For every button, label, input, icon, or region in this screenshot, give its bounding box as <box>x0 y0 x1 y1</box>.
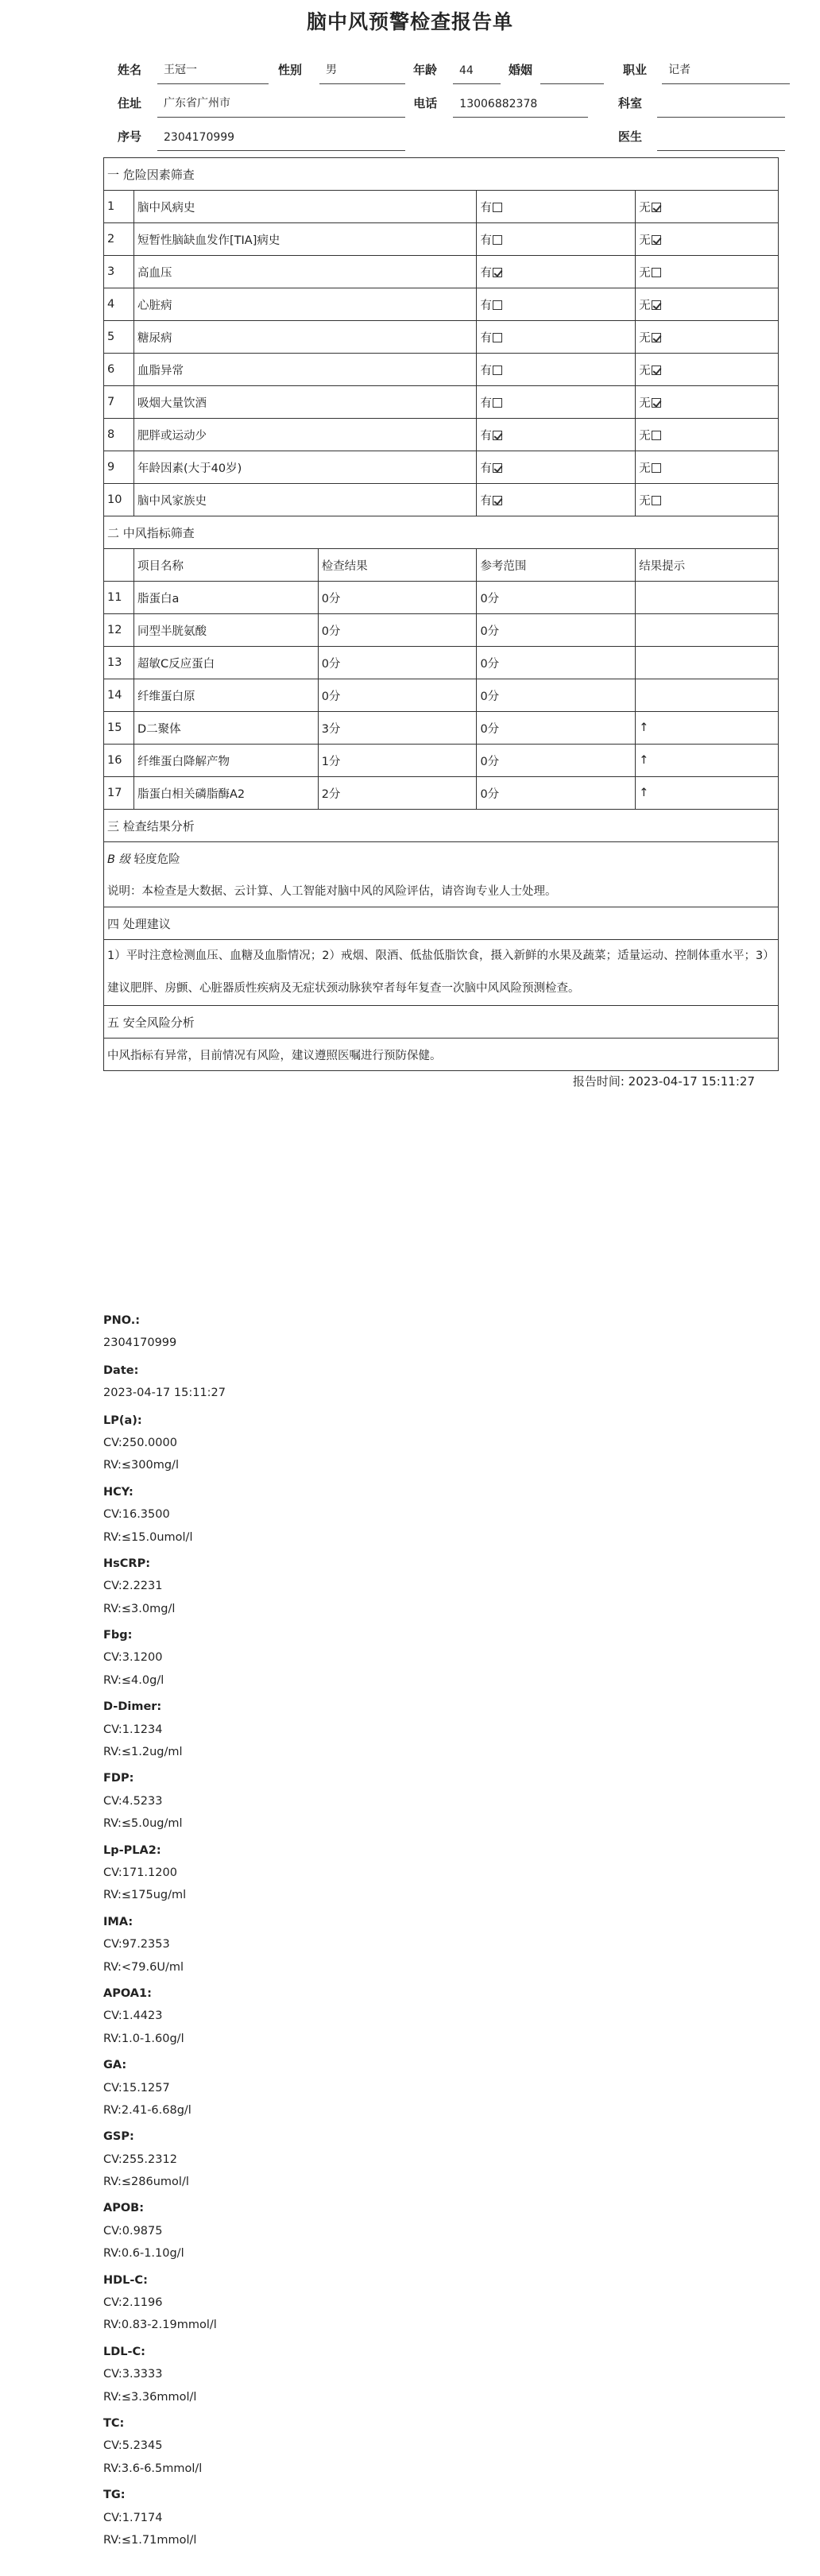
indicator-range: 0分 <box>477 647 636 679</box>
test-current-value: CV:1.4423 <box>103 2009 163 2023</box>
indicator-row <box>104 582 779 614</box>
risk-yes-cell <box>477 419 636 451</box>
risk-row <box>104 354 779 386</box>
analysis-note-row <box>104 875 779 907</box>
test-label: APOB: <box>103 2202 145 2215</box>
age-label: 年龄 <box>413 63 438 77</box>
analysis-heading: 三 检查结果分析 <box>104 810 779 842</box>
dept-value <box>657 92 785 118</box>
test-label: D-Dimer: <box>103 1700 162 1714</box>
indicator-row <box>104 712 779 745</box>
risk-no-label: 无 <box>639 201 651 215</box>
indicator-result: 0分 <box>318 679 477 712</box>
unchecked-checkbox[interactable] <box>493 333 502 342</box>
indicator-name: 同型半胱氨酸 <box>133 614 318 647</box>
indicator-header-row <box>104 549 779 582</box>
unchecked-checkbox[interactable] <box>493 235 502 245</box>
risk-name: 血脂异常 <box>133 354 476 386</box>
risk-row <box>104 223 779 256</box>
test-reference-value: RV:≤175ug/ml <box>103 1889 187 1902</box>
indicator-result: 0分 <box>318 582 477 614</box>
indicator-range: 0分 <box>477 679 636 712</box>
info-row-2 <box>118 84 785 118</box>
test-reference-value: RV:≤1.71mmol/l <box>103 2533 197 2547</box>
column-header: 参考范围 <box>477 549 636 582</box>
risk-name: 糖尿病 <box>133 321 476 354</box>
checked-checkbox[interactable] <box>493 431 502 440</box>
indicator-hint: ↑ <box>636 777 779 810</box>
unchecked-checkbox[interactable] <box>493 300 502 310</box>
indicator-range: 0分 <box>477 712 636 745</box>
checked-checkbox[interactable] <box>493 268 502 277</box>
risk-no: 1 <box>104 191 134 223</box>
checked-checkbox[interactable] <box>652 235 661 245</box>
unchecked-checkbox[interactable] <box>652 431 661 440</box>
test-label: Fbg: <box>103 1629 133 1642</box>
analysis-note: 说明：本检查是大数据、云计算、人工智能对脑中风的风险评估，请咨询专业人士处理。 <box>104 875 779 907</box>
indicator-result: 2分 <box>318 777 477 810</box>
checked-checkbox[interactable] <box>652 398 661 408</box>
marital-value <box>540 59 604 84</box>
job-value: 记者 <box>662 59 790 84</box>
test-reference-value: RV:2.41-6.68g/l <box>103 2103 191 2117</box>
risk-no-cell <box>636 223 779 256</box>
safety-heading: 五 安全风险分析 <box>104 1006 779 1039</box>
indicator-hint: ↑ <box>636 745 779 777</box>
dept-label: 科室 <box>618 96 643 110</box>
test-reference-value: RV:≤1.2ug/ml <box>103 1746 183 1759</box>
name-label: 姓名 <box>118 63 142 77</box>
risk-no-cell <box>636 419 779 451</box>
analysis-section-row <box>104 810 779 842</box>
risk-name: 肥胖或运动少 <box>133 419 476 451</box>
patient-info <box>118 51 785 151</box>
test-label: LDL-C: <box>103 2345 145 2358</box>
indicator-result: 0分 <box>318 614 477 647</box>
risk-no: 9 <box>104 451 134 484</box>
indicator-hint <box>636 679 779 712</box>
name-value: 王冠一 <box>157 59 269 84</box>
risk-row <box>104 386 779 419</box>
risk-no-cell <box>636 354 779 386</box>
risk-heading: 一 危险因素筛查 <box>104 158 779 191</box>
unchecked-checkbox[interactable] <box>493 366 502 375</box>
gender-value: 男 <box>319 59 405 84</box>
risk-yes-label: 有 <box>480 364 492 377</box>
risk-no-label: 无 <box>639 429 651 443</box>
indicator-range: 0分 <box>477 614 636 647</box>
test-reference-value: RV:3.6-6.5mmol/l <box>103 2462 203 2475</box>
risk-name: 脑中风家族史 <box>133 484 476 516</box>
indicator-section-row <box>104 516 779 549</box>
test-current-value: CV:3.3333 <box>103 2368 163 2381</box>
age-value: 44 <box>453 59 501 84</box>
indicator-name: 纤维蛋白原 <box>133 679 318 712</box>
test-label: APOA1: <box>103 1986 152 2000</box>
date-value: 2023-04-17 15:11:27 <box>103 1387 226 1400</box>
test-label: TG: <box>103 2489 126 2502</box>
test-label: HsCRP: <box>103 1557 150 1570</box>
risk-yes-label: 有 <box>480 429 492 443</box>
test-current-value: CV:1.7174 <box>103 2511 163 2524</box>
checked-checkbox[interactable] <box>493 463 502 473</box>
indicator-range: 0分 <box>477 745 636 777</box>
report-title: 脑中风预警检查报告单 <box>306 10 513 33</box>
test-current-value: CV:5.2345 <box>103 2439 163 2453</box>
test-current-value: CV:4.5233 <box>103 1794 163 1808</box>
indicator-row <box>104 679 779 712</box>
risk-section-row <box>104 158 779 191</box>
indicator-row <box>104 614 779 647</box>
address-label: 住址 <box>118 96 142 110</box>
risk-yes-label: 有 <box>480 266 492 280</box>
test-label: GA: <box>103 2059 127 2072</box>
test-reference-value: RV:≤300mg/l <box>103 1459 179 1472</box>
unchecked-checkbox[interactable] <box>493 398 502 408</box>
risk-name: 年龄因素(大于40岁) <box>133 451 476 484</box>
test-current-value: CV:3.1200 <box>103 1651 163 1665</box>
test-current-value: CV:15.1257 <box>103 2081 170 2094</box>
risk-yes-cell <box>477 256 636 288</box>
risk-no: 6 <box>104 354 134 386</box>
test-label: HCY: <box>103 1485 133 1499</box>
indicator-no: 14 <box>104 679 134 712</box>
unchecked-checkbox[interactable] <box>652 463 661 473</box>
risk-no-label: 无 <box>639 266 651 280</box>
risk-no: 5 <box>104 321 134 354</box>
doctor-value <box>657 126 785 151</box>
test-reference-value: RV:≤4.0g/l <box>103 1673 164 1687</box>
indicator-no: 15 <box>104 712 134 745</box>
unchecked-checkbox[interactable] <box>493 203 502 212</box>
risk-yes-cell <box>477 484 636 516</box>
checked-checkbox[interactable] <box>652 203 661 212</box>
unchecked-checkbox[interactable] <box>652 268 661 277</box>
test-current-value: CV:2.2231 <box>103 1580 163 1593</box>
risk-no-cell <box>636 451 779 484</box>
test-current-value: CV:0.9875 <box>103 2224 163 2238</box>
risk-yes-label: 有 <box>480 494 492 508</box>
test-current-value: CV:250.0000 <box>103 1436 177 1449</box>
date-label: Date: <box>103 1363 139 1377</box>
analysis-level-row <box>104 842 779 875</box>
test-reference-value: RV:≤3.36mmol/l <box>103 2390 197 2404</box>
risk-no-label: 无 <box>639 331 651 345</box>
indicator-no: 12 <box>104 614 134 647</box>
risk-yes-label: 有 <box>480 299 492 312</box>
risk-row <box>104 256 779 288</box>
test-label: GSP: <box>103 2130 134 2144</box>
risk-row <box>104 484 779 516</box>
risk-level-text: 轻度危险 <box>133 853 180 866</box>
indicator-name: 脂蛋白相关磷脂酶A2 <box>133 777 318 810</box>
risk-no-label: 无 <box>639 462 651 475</box>
risk-no: 8 <box>104 419 134 451</box>
risk-yes-label: 有 <box>480 234 492 247</box>
indicator-row <box>104 647 779 679</box>
risk-row <box>104 288 779 321</box>
test-reference-value: RV:<79.6U/ml <box>103 1960 184 1974</box>
test-label: LP(a): <box>103 1414 142 1427</box>
risk-yes-cell <box>477 223 636 256</box>
serial-value: 2304170999 <box>157 126 405 151</box>
risk-level-grade: B 级 <box>107 853 131 866</box>
indicator-hint <box>636 647 779 679</box>
pno-label: PNO.: <box>103 1314 141 1327</box>
risk-no-label: 无 <box>639 494 651 508</box>
risk-name: 心脏病 <box>133 288 476 321</box>
risk-no: 3 <box>104 256 134 288</box>
risk-name: 脑中风病史 <box>133 191 476 223</box>
info-row-3 <box>118 118 785 151</box>
risk-yes-label: 有 <box>480 396 492 410</box>
indicator-no: 13 <box>104 647 134 679</box>
risk-yes-cell <box>477 354 636 386</box>
test-reference-value: RV:0.83-2.19mmol/l <box>103 2319 217 2332</box>
risk-row <box>104 191 779 223</box>
indicator-result: 0分 <box>318 647 477 679</box>
risk-yes-cell <box>477 386 636 419</box>
risk-row <box>104 451 779 484</box>
indicator-hint: ↑ <box>636 712 779 745</box>
indicator-result: 1分 <box>318 745 477 777</box>
advice-text-row <box>104 940 779 1006</box>
test-current-value: CV:171.1200 <box>103 1866 177 1879</box>
indicator-name: 纤维蛋白降解产物 <box>133 745 318 777</box>
test-reference-value: RV:≤286umol/l <box>103 2176 189 2189</box>
risk-name: 吸烟大量饮酒 <box>133 386 476 419</box>
test-label: FDP: <box>103 1772 134 1785</box>
risk-yes-cell <box>477 288 636 321</box>
risk-no-label: 无 <box>639 234 651 247</box>
advice-section-row <box>104 907 779 940</box>
indicator-name: 脂蛋白a <box>133 582 318 614</box>
column-header: 结果提示 <box>636 549 779 582</box>
risk-yes-label: 有 <box>480 331 492 345</box>
unchecked-checkbox[interactable] <box>652 496 661 505</box>
test-current-value: CV:2.1196 <box>103 2296 163 2310</box>
checked-checkbox[interactable] <box>493 496 502 505</box>
risk-no: 4 <box>104 288 134 321</box>
risk-yes-cell <box>477 321 636 354</box>
marital-label: 婚姻 <box>509 63 533 77</box>
risk-yes-label: 有 <box>480 201 492 215</box>
doctor-label: 医生 <box>618 130 643 144</box>
test-current-value: CV:16.3500 <box>103 1508 170 1522</box>
indicator-no: 17 <box>104 777 134 810</box>
risk-no-cell <box>636 191 779 223</box>
risk-no-label: 无 <box>639 364 651 377</box>
risk-yes-label: 有 <box>480 462 492 475</box>
indicator-name: 超敏C反应蛋白 <box>133 647 318 679</box>
indicator-result: 3分 <box>318 712 477 745</box>
indicator-no: 11 <box>104 582 134 614</box>
test-reference-value: RV:≤3.0mg/l <box>103 1602 176 1615</box>
test-label: HDL-C: <box>103 2273 148 2287</box>
risk-no-cell <box>636 321 779 354</box>
test-reference-value: RV:0.6-1.10g/l <box>103 2247 184 2261</box>
risk-no-cell <box>636 386 779 419</box>
risk-level <box>104 842 779 875</box>
risk-no: 7 <box>104 386 134 419</box>
job-label: 职业 <box>623 63 648 77</box>
info-row-1 <box>118 51 785 84</box>
test-current-value: CV:255.2312 <box>103 2152 177 2166</box>
test-reference-value: RV:≤5.0ug/ml <box>103 1817 183 1831</box>
indicator-row <box>104 745 779 777</box>
indicator-range: 0分 <box>477 582 636 614</box>
risk-name: 短暂性脑缺血发作[TIA]病史 <box>133 223 476 256</box>
header-blank <box>104 549 134 582</box>
raw-values-block <box>103 1314 501 2560</box>
test-reference-value: RV:1.0-1.60g/l <box>103 2032 184 2045</box>
test-label: TC: <box>103 2416 125 2430</box>
indicator-row <box>104 777 779 810</box>
risk-no-cell <box>636 484 779 516</box>
test-label: Lp-PLA2: <box>103 1843 161 1857</box>
indicator-hint <box>636 614 779 647</box>
serial-label: 序号 <box>118 130 142 144</box>
indicator-hint <box>636 582 779 614</box>
checked-checkbox[interactable] <box>652 366 661 375</box>
checked-checkbox[interactable] <box>652 333 661 342</box>
risk-no: 10 <box>104 484 134 516</box>
address-value: 广东省广州市 <box>157 92 405 118</box>
indicator-name: D二聚体 <box>133 712 318 745</box>
risk-row <box>104 321 779 354</box>
risk-row <box>104 419 779 451</box>
pno-value: 2304170999 <box>103 1336 177 1350</box>
column-header: 项目名称 <box>133 549 318 582</box>
test-current-value: CV:1.1234 <box>103 1723 163 1736</box>
safety-section-row <box>104 1006 779 1039</box>
advice-heading: 四 处理建议 <box>104 907 779 940</box>
indicator-no: 16 <box>104 745 134 777</box>
gender-label: 性别 <box>278 63 303 77</box>
risk-no: 2 <box>104 223 134 256</box>
phone-label: 电话 <box>413 96 438 110</box>
risk-name: 高血压 <box>133 256 476 288</box>
risk-no-label: 无 <box>639 396 651 410</box>
risk-no-cell <box>636 288 779 321</box>
risk-yes-cell <box>477 191 636 223</box>
safety-text: 中风指标有异常，目前情况有风险，建议遵照医嘱进行预防保健。 <box>104 1039 779 1071</box>
column-header: 检查结果 <box>318 549 477 582</box>
risk-yes-cell <box>477 451 636 484</box>
test-current-value: CV:97.2353 <box>103 1938 170 1951</box>
advice-text: 1）平时注意检测血压、血糖及血脂情况；2）戒烟、限酒、低盐低脂饮食，摄入新鲜的水果及蔬菜；适量运动、控制体重水平；3）建议肥胖、房颤、心脏器质性疾病及无症状颈动脉狭窄者每年复查一次脑中风风险预测检查。 <box>104 940 779 1006</box>
checked-checkbox[interactable] <box>652 300 661 310</box>
risk-no-label: 无 <box>639 299 651 312</box>
risk-no-cell <box>636 256 779 288</box>
phone-value: 13006882378 <box>453 92 588 118</box>
safety-text-row <box>104 1039 779 1071</box>
test-reference-value: RV:≤15.0umol/l <box>103 1530 193 1544</box>
report-time: 报告时间: 2023-04-17 15:11:27 <box>572 1074 755 1089</box>
report-table <box>103 157 779 1071</box>
indicator-range: 0分 <box>477 777 636 810</box>
test-label: IMA: <box>103 1915 133 1928</box>
indicator-heading: 二 中风指标筛查 <box>104 516 779 549</box>
